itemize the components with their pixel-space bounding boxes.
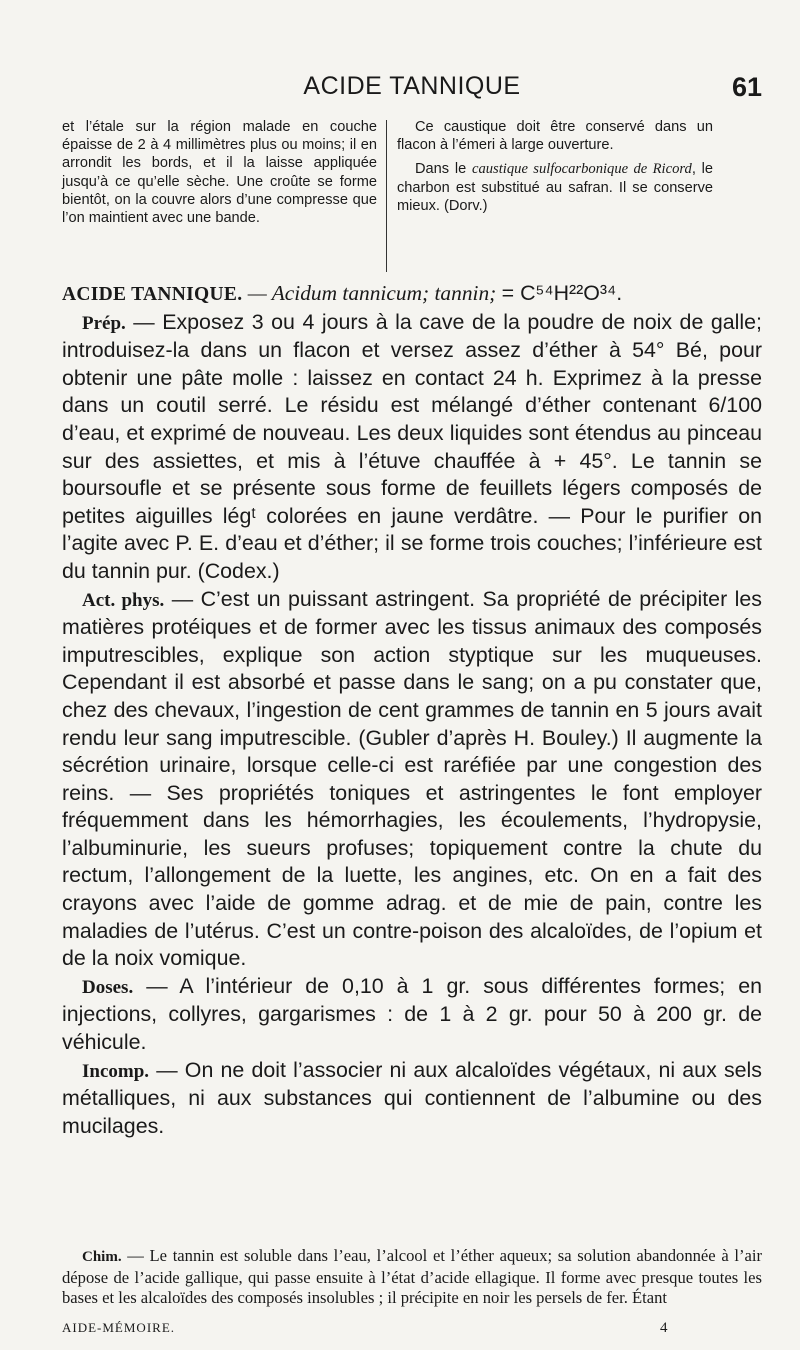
entry-heading xyxy=(62,280,762,309)
act-text: — C’est un puissant astringent. Sa propriété de précipiter les matières protéiques et de former avec les tissus animaux des composés imputrescibles, explique son action styptique sur les muqueuses. Cependant il est absorbé et passe dans le sang; on a pu constater que, chez des chevaux, l’ingestion de cent grammes de tannin en 5 jours avait rendu leur sang imputrescible. (Gubler d’après H. Bouley.) Il augmente la sécrétion urinaire, lorsque celle-ci est raréfiée par une congestion des reins. — Ses propriétés toniques et astringentes le font employer fréquemment dans les hémorrhagies, les écoulements, l’hydropysie, l’albuminurie, les sueurs profuses; topiquement contre la chute du rectum, l’allongement de la luette, les angines, etc. On en a fait des crayons avec l’aide de gomme adrag. et de mie de pain, contre les maladies de l’utérus. C’est un contre-poison des alcaloïdes, de l’opium et de la noix vomique. xyxy=(62,586,762,971)
chim-block xyxy=(62,1246,762,1309)
doses-label: Doses. xyxy=(82,976,134,998)
entry-synonyms: — Acidum tannicum; tannin; xyxy=(242,281,502,305)
top-columns xyxy=(62,118,762,272)
entry-formula: = C⁵⁴H²²O³⁴. xyxy=(501,281,623,305)
act-label: Act. phys. xyxy=(82,589,165,611)
incomp-text: — On ne doit l’associer ni aux alcaloïdes végétaux, ni aux sels métalliques, ni aux substances qui contiennent de l’albumine ou des mucilages. xyxy=(62,1057,762,1138)
right-column xyxy=(397,118,713,215)
sheet-number: 4 xyxy=(660,1320,668,1336)
signature-mark: AIDE-MÉMOIRE. xyxy=(62,1320,176,1335)
page-footer xyxy=(62,1320,762,1340)
chim-text: — Le tannin est soluble dans l’eau, l’alcool et l’éther aqueux; sa solution abandonnée à l’air dépose de l’acide gallique, qui passe ensuite à l’état d’acide ellagique. Il forme avec presque toutes les bases et les alcaloïdes des composés insolubles ; il précipite en noir les persels de fer. Étant xyxy=(62,1246,762,1308)
right-p2-post: , le charbon est substitué au safran. Il se conserve mieux. (Dorv.) xyxy=(397,161,714,214)
chim-label: Chim. xyxy=(82,1249,122,1265)
column-divider xyxy=(386,120,387,272)
left-column-text: et l’étale sur la région malade en couche épaisse de 2 à 4 millimètres plus ou moins; il en arrondit les bords, et il la laisse appliquée jusqu’à ce qu’elle sèche. Une croûte se forme bientôt, on la couvre alors d’une compresse que l’on maintient avec une bande. xyxy=(62,119,377,227)
main-entry xyxy=(62,280,762,1140)
running-head xyxy=(62,72,762,104)
prep-label: Prép. xyxy=(82,312,126,334)
doses-text: — A l’intérieur de 0,10 à 1 gr. sous différentes formes; en injections, collyres, gargarismes : de 1 à 2 gr. pour 50 à 200 gr. de véhicule. xyxy=(62,973,762,1055)
page-title: ACIDE TANNIQUE xyxy=(303,72,521,100)
incomp-paragraph xyxy=(62,1057,762,1141)
act-paragraph xyxy=(62,586,762,973)
right-p2-pre: Dans le xyxy=(415,161,472,178)
right-p2-italic: caustique sulfocarbonique de Ricord xyxy=(471,161,692,178)
page-number: 61 xyxy=(731,72,762,102)
prep-paragraph xyxy=(62,309,762,586)
chim-paragraph xyxy=(62,1246,762,1309)
incomp-label: Incomp. xyxy=(82,1060,150,1082)
right-column-para-1: Ce caustique doit être conservé dans un flacon à l’émeri à large ouverture. xyxy=(397,119,713,154)
right-column-para-2 xyxy=(397,160,713,215)
entry-headword: ACIDE TANNIQUE. xyxy=(62,284,243,305)
left-column xyxy=(62,118,377,227)
doses-paragraph xyxy=(62,973,762,1057)
prep-text: — Exposez 3 ou 4 jours à la cave de la poudre de noix de galle; introduisez-la dans un flacon et versez assez d’éther à 54° Bé, pour obtenir une pâte molle : laissez en contact 24 h. Exprimez à la presse dans un coutil serré. Le résidu est mélangé d’éther contenant 6/100 d’eau, et exprimé de nouveau. Les deux liquides sont étendus au pinceau sur des assiettes, et mis à l’étuve chauffée à + 45°. Le tannin se boursoufle et se présente sous forme de feuillets légers composés de petites aiguilles légᵗ colorées en jaune verdâtre. — Pour le purifier on l’agite avec P. E. d’eau et d’éther; il se forme trois couches; l’inférieure est du tannin pur. (Codex.) xyxy=(62,309,762,583)
